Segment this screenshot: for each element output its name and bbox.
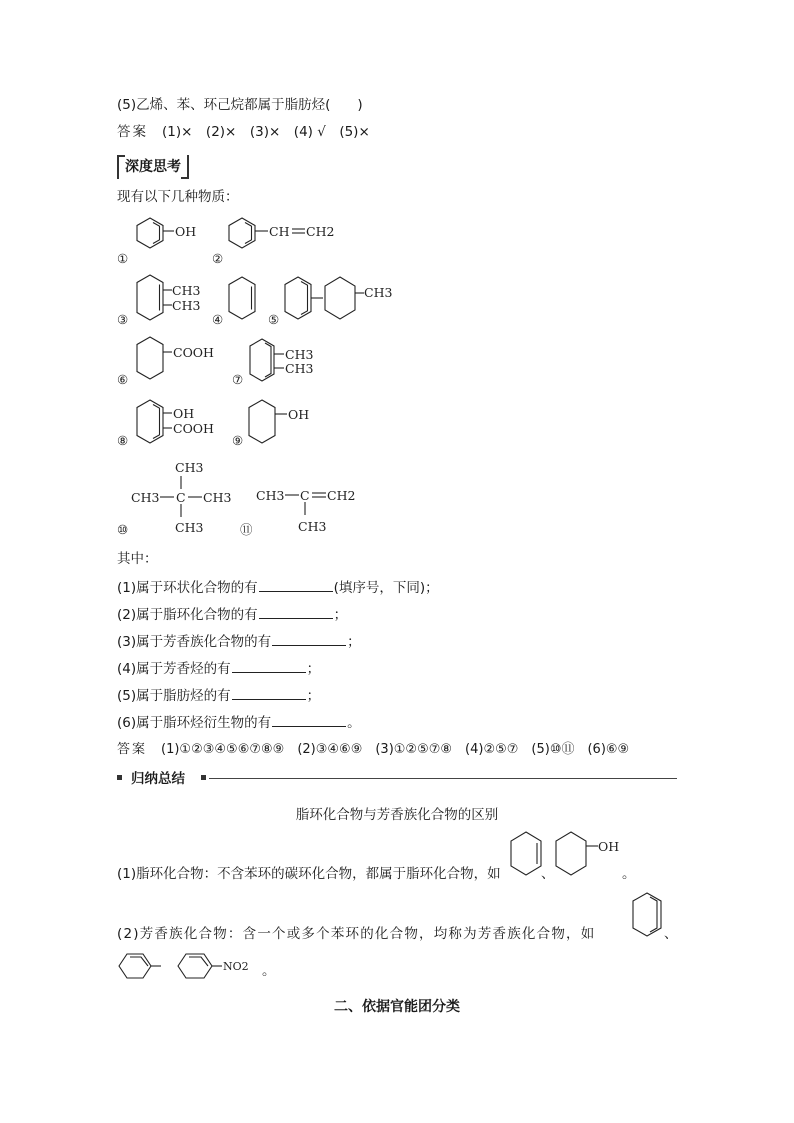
- question-5-line: (5)乙烯、苯、环己烷都属于脂肪烃( ): [117, 97, 363, 113]
- compound-6-group: COOH: [173, 345, 214, 360]
- summary-label: 归纳总结: [131, 771, 185, 787]
- compound-9-group: OH: [288, 407, 310, 422]
- summary-no2-group: NO2: [223, 960, 249, 973]
- compound-7-number: ⑦: [232, 372, 244, 387]
- compound-11-group-left: CH3: [256, 488, 285, 503]
- question-item-6: (6)属于脂环烃衍生物的有 。: [117, 715, 361, 731]
- compound-3-ring: [137, 275, 172, 320]
- compound-11-number: ⑪: [240, 522, 253, 537]
- compound-8-ring: [137, 400, 172, 443]
- compound-7-ring: [250, 339, 284, 381]
- answer-label: 答案: [117, 124, 148, 140]
- compound-8-group-b: COOH: [173, 421, 214, 436]
- summary-oh-group: OH: [598, 839, 620, 854]
- intro-text: 现有以下几种物质：: [117, 189, 239, 205]
- compound-4-ring: [229, 277, 255, 319]
- compound-3-number: ③: [117, 312, 129, 327]
- compound-11-center: C: [300, 488, 310, 503]
- compound-7-group-b: CH3: [285, 361, 314, 376]
- compound-8-group-a: OH: [173, 406, 195, 421]
- question-item-2: (2)属于脂环化合物的有 ；: [117, 607, 348, 623]
- answer-blank[interactable]: [259, 605, 333, 619]
- answer-blank[interactable]: [259, 578, 333, 592]
- answer-line-2: [117, 741, 629, 759]
- answer-text: (1)× (2)× (3)× (4) √ (5)×: [162, 124, 370, 140]
- answer-blank[interactable]: [272, 632, 346, 646]
- compound-10-group-left: CH3: [131, 490, 160, 505]
- compound-11-group-bottom: CH3: [298, 519, 327, 534]
- compound-3-group-b: CH3: [172, 298, 201, 313]
- summary-point-2: (2)芳香族化合物：含一个或多个苯环的化合物，均称为芳香族化合物，如: [117, 926, 596, 942]
- compound-2-ring: [229, 218, 305, 248]
- next-section-heading: 二、依据官能团分类: [334, 999, 460, 1015]
- compound-5-group: CH3: [364, 285, 393, 300]
- answer-text: (1)①②③④⑤⑥⑦⑧⑨ (2)③④⑥⑨ (3)①②⑤⑦⑧ (4)②⑤⑦ (5)⑩⑪ (6)⑥⑨: [161, 742, 630, 757]
- questions-lead: 其中：: [117, 551, 158, 567]
- compound-10-center: C: [176, 490, 186, 505]
- answer-label: 答案: [117, 742, 148, 757]
- question-item-1: (1)属于环状化合物的有 (填序号，下同)；: [117, 580, 439, 596]
- compound-2-number: ②: [212, 251, 224, 266]
- summary-title: 脂环化合物与芳香族化合物的区别: [295, 807, 499, 823]
- compound-1-ring: [137, 218, 174, 248]
- compound-5-rings: [285, 277, 364, 319]
- compound-10-group-top: CH3: [175, 460, 204, 475]
- compound-5-number: ⑤: [268, 312, 280, 327]
- compound-11-group-right: CH2: [327, 488, 356, 503]
- answer-blank[interactable]: [232, 659, 306, 673]
- question-item-4: (4)属于芳香烃的有 ；: [117, 661, 321, 677]
- answer-blank[interactable]: [232, 686, 306, 700]
- compound-2-group-a: CH: [269, 224, 290, 239]
- compound-1-number: ①: [117, 251, 129, 266]
- summary-point-1-sep: 、: [541, 866, 555, 882]
- compound-10-group-bottom: CH3: [175, 520, 204, 535]
- question-item-5: (5)属于脂肪烃的有 ；: [117, 688, 321, 704]
- compound-10-group-right: CH3: [203, 490, 232, 505]
- summary-point-1-end: 。: [622, 866, 636, 882]
- section-deep-thinking: 深度思考: [117, 155, 181, 179]
- compound-6-ring: [137, 337, 172, 379]
- compound-4-number: ④: [212, 312, 224, 327]
- question-item-3: (3)属于芳香族化合物的有 ；: [117, 634, 361, 650]
- compound-7-group-a: CH3: [285, 347, 314, 362]
- compound-3-group-a: CH3: [172, 283, 201, 298]
- summary-point-1: (1)脂环化合物：不含苯环的碳环化合物，都属于脂环化合物，如: [117, 866, 501, 882]
- compound-10-number: ⑩: [117, 522, 129, 537]
- summary-point-2-end: 。: [262, 963, 276, 979]
- compound-9-number: ⑨: [232, 433, 244, 448]
- summary-header: [117, 769, 677, 789]
- compound-1-group: OH: [175, 224, 197, 239]
- answer-blank[interactable]: [272, 713, 346, 727]
- compound-8-number: ⑧: [117, 433, 129, 448]
- compound-structures: [0, 0, 794, 560]
- compound-9-ring: [249, 400, 287, 443]
- compound-6-number: ⑥: [117, 372, 129, 387]
- summary-structures: [0, 820, 794, 990]
- compound-2-group-b: CH2: [306, 224, 335, 239]
- summary-point-2-sep: 、: [664, 926, 678, 942]
